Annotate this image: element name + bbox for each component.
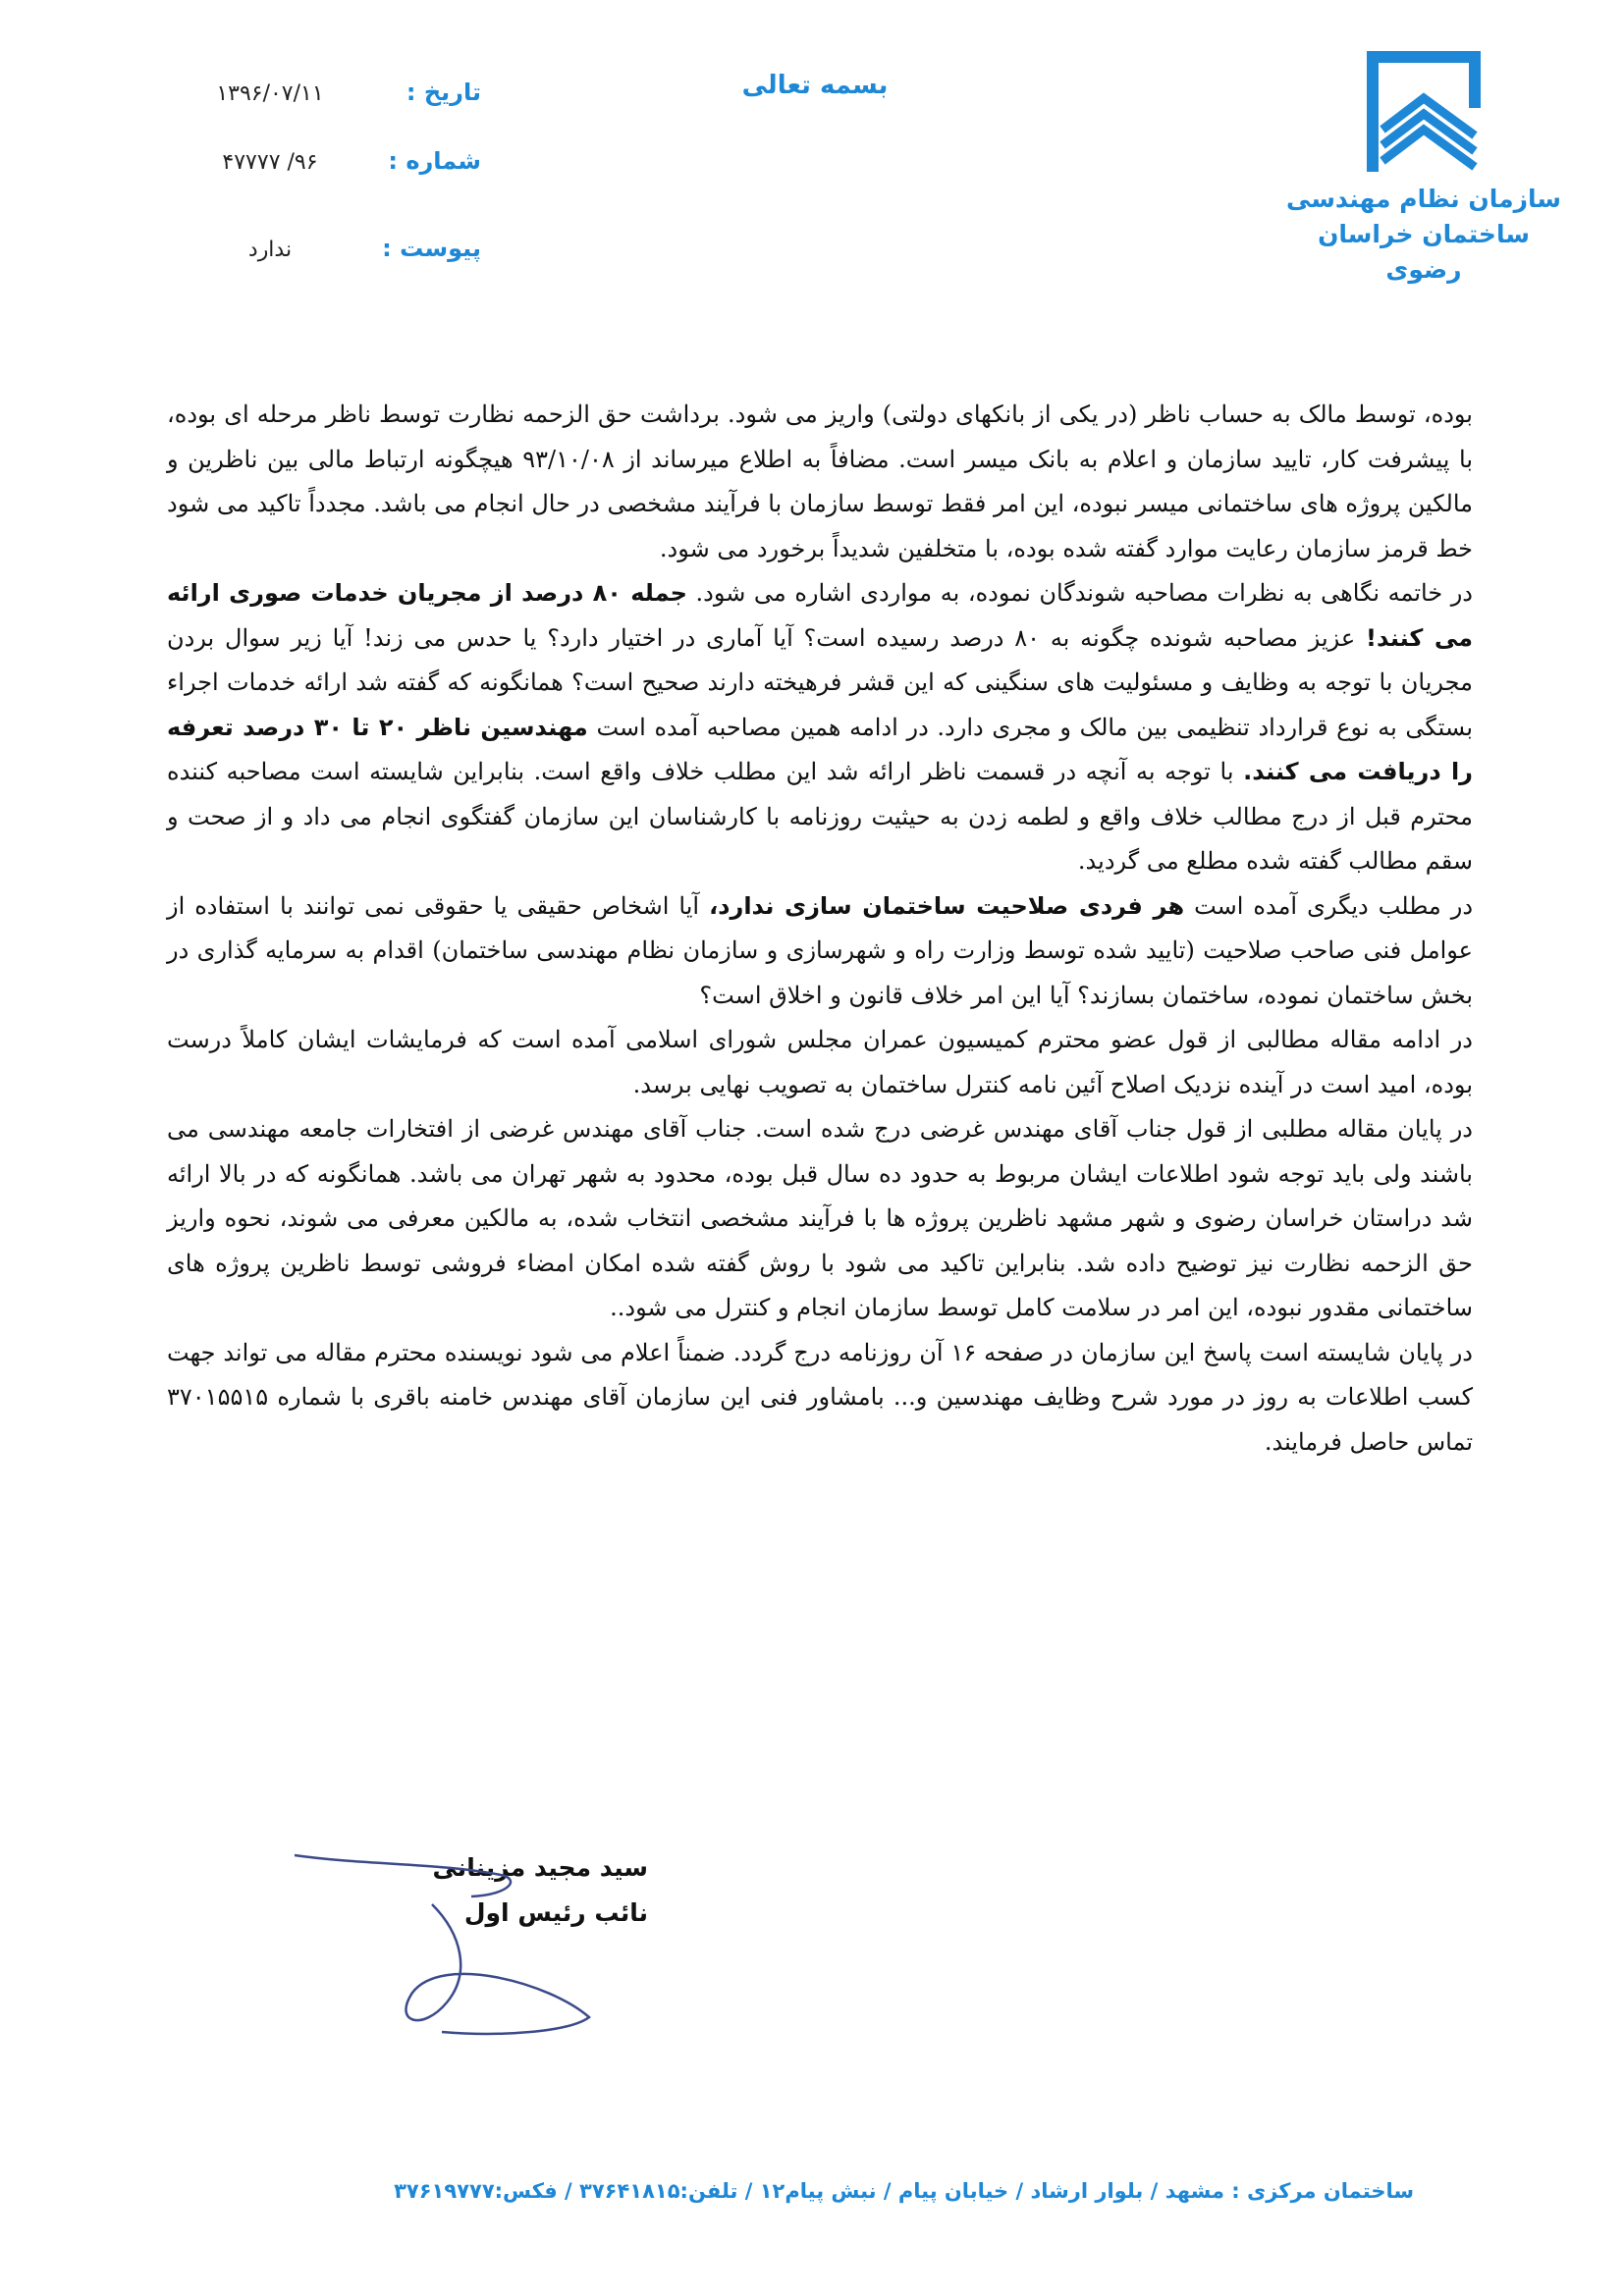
p3-text-c: آیا اشخاص حقیقی یا حقوقی نمی توانند با استفاده از عوامل فنی صاحب صلاحیت (تایید شده توسط وزارت راه و شهرسازی و سازمان نظام مهندسی ساختمان) اقدام به سرمایه گذاری در بخش ساختمان نموده، ساختمان بسازند؟ آیا این امر خلاف قانون و اخلاق است؟ xyxy=(167,891,1473,1009)
body-paragraph-4: در ادامه مقاله مطالبی از قول عضو محترم کمیسیون عمران مجلس شورای اسلامی آمده است که فرمایشات ایشان کاملاً درست بوده، امید است در آینده نزدیک اصلاح آئین نامه کنترل ساختمان به تصویب نهایی برسد. xyxy=(167,1026,1473,1098)
body-paragraph-3 xyxy=(167,884,1473,1019)
signature-scribble xyxy=(275,1836,628,2052)
number-label: شماره : xyxy=(388,147,481,175)
body-paragraph-2 xyxy=(167,571,1473,884)
p3-bold-quote: هر فردی صلاحیت ساختمان سازی ندارد، xyxy=(709,891,1185,920)
p2-text-a: در خاتمه نگاهی به نظرات مصاحبه شوندگان نموده، به مواردی اشاره می شود. xyxy=(686,579,1473,607)
footer-address: ساختمان مرکزی : مشهد / بلوار ارشاد / خیابان پیام / نبش پیام۱۲ / تلفن:۳۷۶۴۱۸۱۵ / فکس:۳۷۶۱۹۷۷۷ xyxy=(394,2179,1414,2203)
attachment-value: ندارد xyxy=(247,238,293,262)
org-name-line1: سازمان نظام مهندسی xyxy=(1286,185,1561,213)
p2-bold-quote-2: مهندسین ناظر ۲۰ تا ۳۰ درصد تعرفه را دریافت می کنند. xyxy=(167,713,1474,785)
org-logo-block xyxy=(1286,49,1561,288)
p2-text-c: عزیز مصاحبه شونده چگونه به ۸۰ درصد رسیده است؟ آیا آماری در اختیار دارد؟ یا حدس می زند! آیا زیر سوال بردن مجریان با توجه به وظایف و مسئولیت های سنگینی که این قشر فرهیخته دارند صحیح است؟ همانگونه که گفته شد ارائه خدمات اجراء بستگی به نوع قرارداد تنظیمی بین مالک و مجری دارد. در ادامه همین مصاحبه آمده است xyxy=(167,623,1473,741)
p3-text-a: در مطلب دیگری آمده است xyxy=(1184,891,1473,920)
signature-block xyxy=(334,1845,648,1936)
p2-bold-quote-1: جمله ۸۰ درصد از مجریان خدمات صوری ارائه می کنند! xyxy=(167,579,1474,652)
letter-body xyxy=(167,393,1473,1465)
attachment-label: پیوست : xyxy=(382,235,481,262)
date-label: تاریخ : xyxy=(406,79,481,106)
signatory-title: نائب رئیس اول xyxy=(463,1898,648,1927)
body-paragraph-5: در پایان مقاله مطلبی از قول جناب آقای مهندس غرضی درج شده است. جناب آقای مهندس غرضی از افتخارات جامعه مهندسی می باشند ولی باید توجه شود اطلاعات ایشان مربوط به حدود ده سال قبل بوده، محدود به شهر تهران می باشد. همانگونه که در بالا ارائه شد دراستان خراسان رضوی و شهر مشهد ناظرین پروژه ها با فرآیند مشخصی انتخاب شده، به مالکین معرفی می شوند، نحوه واریز حق الزحمه نظارت نیز توضیح داده شد. بنابراین تاکید می شود با روش گفته شده امکان امضاء فروشی توسط ناظرین پروژه های ساختمانی مقدور نبوده، این امر در سلامت کامل توسط سازمان انجام و کنترل می شود.. xyxy=(167,1115,1473,1321)
org-logo-icon xyxy=(1355,49,1492,182)
signatory-name: سید مجید مزینانی xyxy=(432,1853,648,1882)
attachment-row xyxy=(167,216,481,285)
org-name-line2: ساختمان خراسان رضوی xyxy=(1318,220,1530,284)
date-row xyxy=(167,79,481,147)
number-row xyxy=(167,147,481,216)
body-paragraph-6: در پایان شایسته است پاسخ این سازمان در صفحه ۱۶ آن روزنامه درج گردد. ضمناً اعلام می شود نویسنده محترم مقاله می تواند جهت کسب اطلاعات به روز در مورد شرح وظایف مهندسین و... بامشاور فنی این سازمان آقای مهندس خامنه باقری با شماره ۳۷۰۱۵۵۱۵ تماس حاصل فرمایند. xyxy=(167,1338,1474,1456)
number-value: ۹۶/ ۴۷۷۷۷ xyxy=(222,150,318,175)
date-value: ۱۳۹۶/۰۷/۱۱ xyxy=(216,81,324,106)
bismillah-heading: بسمه تعالی xyxy=(741,71,889,100)
p2-text-e: با توجه به آنچه در قسمت ناظر ارائه شد این مطلب خلاف واقع است. بنابراین شایسته است مصاحبه کننده محترم قبل از درج مطالب خلاف واقع و لطمه زدن به حیثیت روزنامه با کارشناسان این سازمان گفتگوی انجام می داد و از صحت و سقم مطالب گفته شده مطلع می گردید. xyxy=(167,758,1473,875)
letter-meta xyxy=(167,79,481,285)
body-paragraph-1: بوده، توسط مالک به حساب ناظر (در یکی از بانکهای دولتی) واریز می شود. برداشت حق الزحمه نظارت توسط ناظر مرحله ای بوده، با پیشرفت کار، تایید سازمان و اعلام به بانک میسر است. مضافاً به اطلاع میرساند از ۹۳/۱۰/۰۸ هیچگونه ارتباط مالی بین ناظرین و مالکین پروژه های ساختمانی میسر نبوده، این امر فقط توسط سازمان با فرآیند مشخصی در حال انجام می باشد. مجدداً تاکید می شود خط قرمز سازمان رعایت موارد گفته شده بوده، با متخلفین شدیداً برخورد می شود. xyxy=(167,400,1473,562)
